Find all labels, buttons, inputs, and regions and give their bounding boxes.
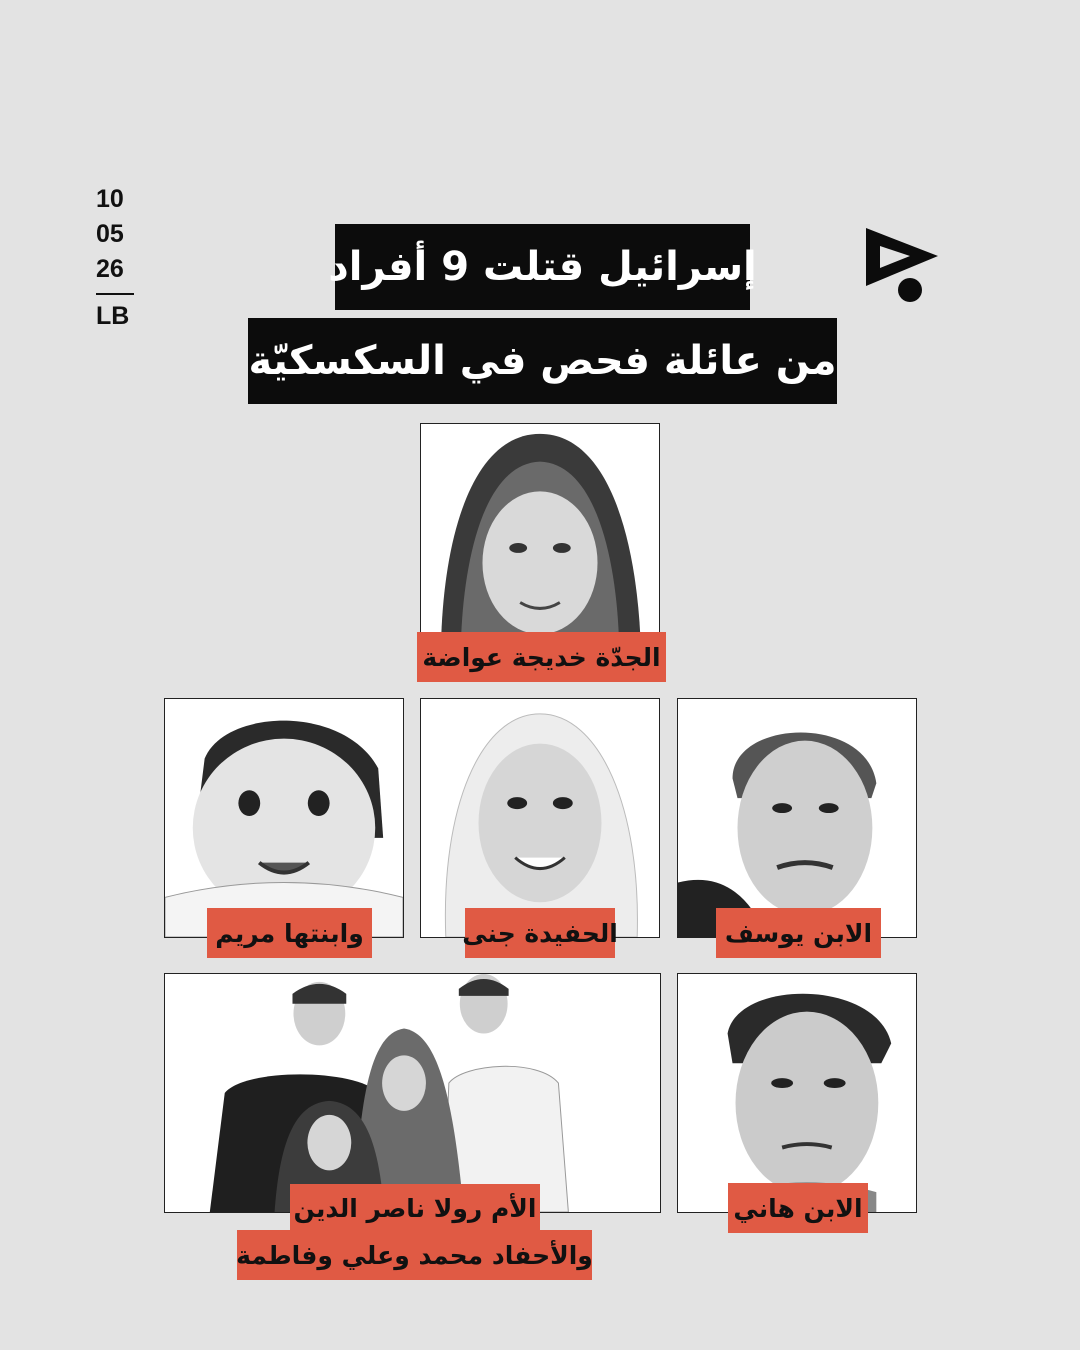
photo-mariam [164, 698, 404, 938]
photo-family-group [164, 973, 661, 1213]
photo-hani [677, 973, 917, 1213]
date-month: 05 [96, 220, 124, 248]
photo-jana [420, 698, 660, 938]
label-mariam: وابنتها مريم [207, 908, 372, 958]
date-year: 26 [96, 255, 124, 283]
photo-grandmother [420, 423, 660, 661]
date-stamp [96, 182, 136, 334]
headline-line-1: إسرائيل قتلت 9 أفراد [335, 224, 750, 310]
label-grandchildren: والأحفاد محمد وعلي وفاطمة [237, 1230, 592, 1280]
label-jana: الحفيدة جنى [465, 908, 615, 958]
date-country: LB [96, 302, 130, 330]
date-divider [96, 293, 134, 295]
play-triangle-dot-logo-icon [862, 226, 942, 306]
date-day: 10 [96, 185, 124, 213]
label-youssef: الابن يوسف [716, 908, 881, 958]
label-mother: الأم رولا ناصر الدين [290, 1184, 540, 1232]
photo-youssef [677, 698, 917, 938]
label-hani: الابن هاني [728, 1183, 868, 1233]
headline-line-2: من عائلة فحص في السكسكيّة [248, 318, 837, 404]
label-grandmother: الجدّة خديجة عواضة [417, 632, 666, 682]
